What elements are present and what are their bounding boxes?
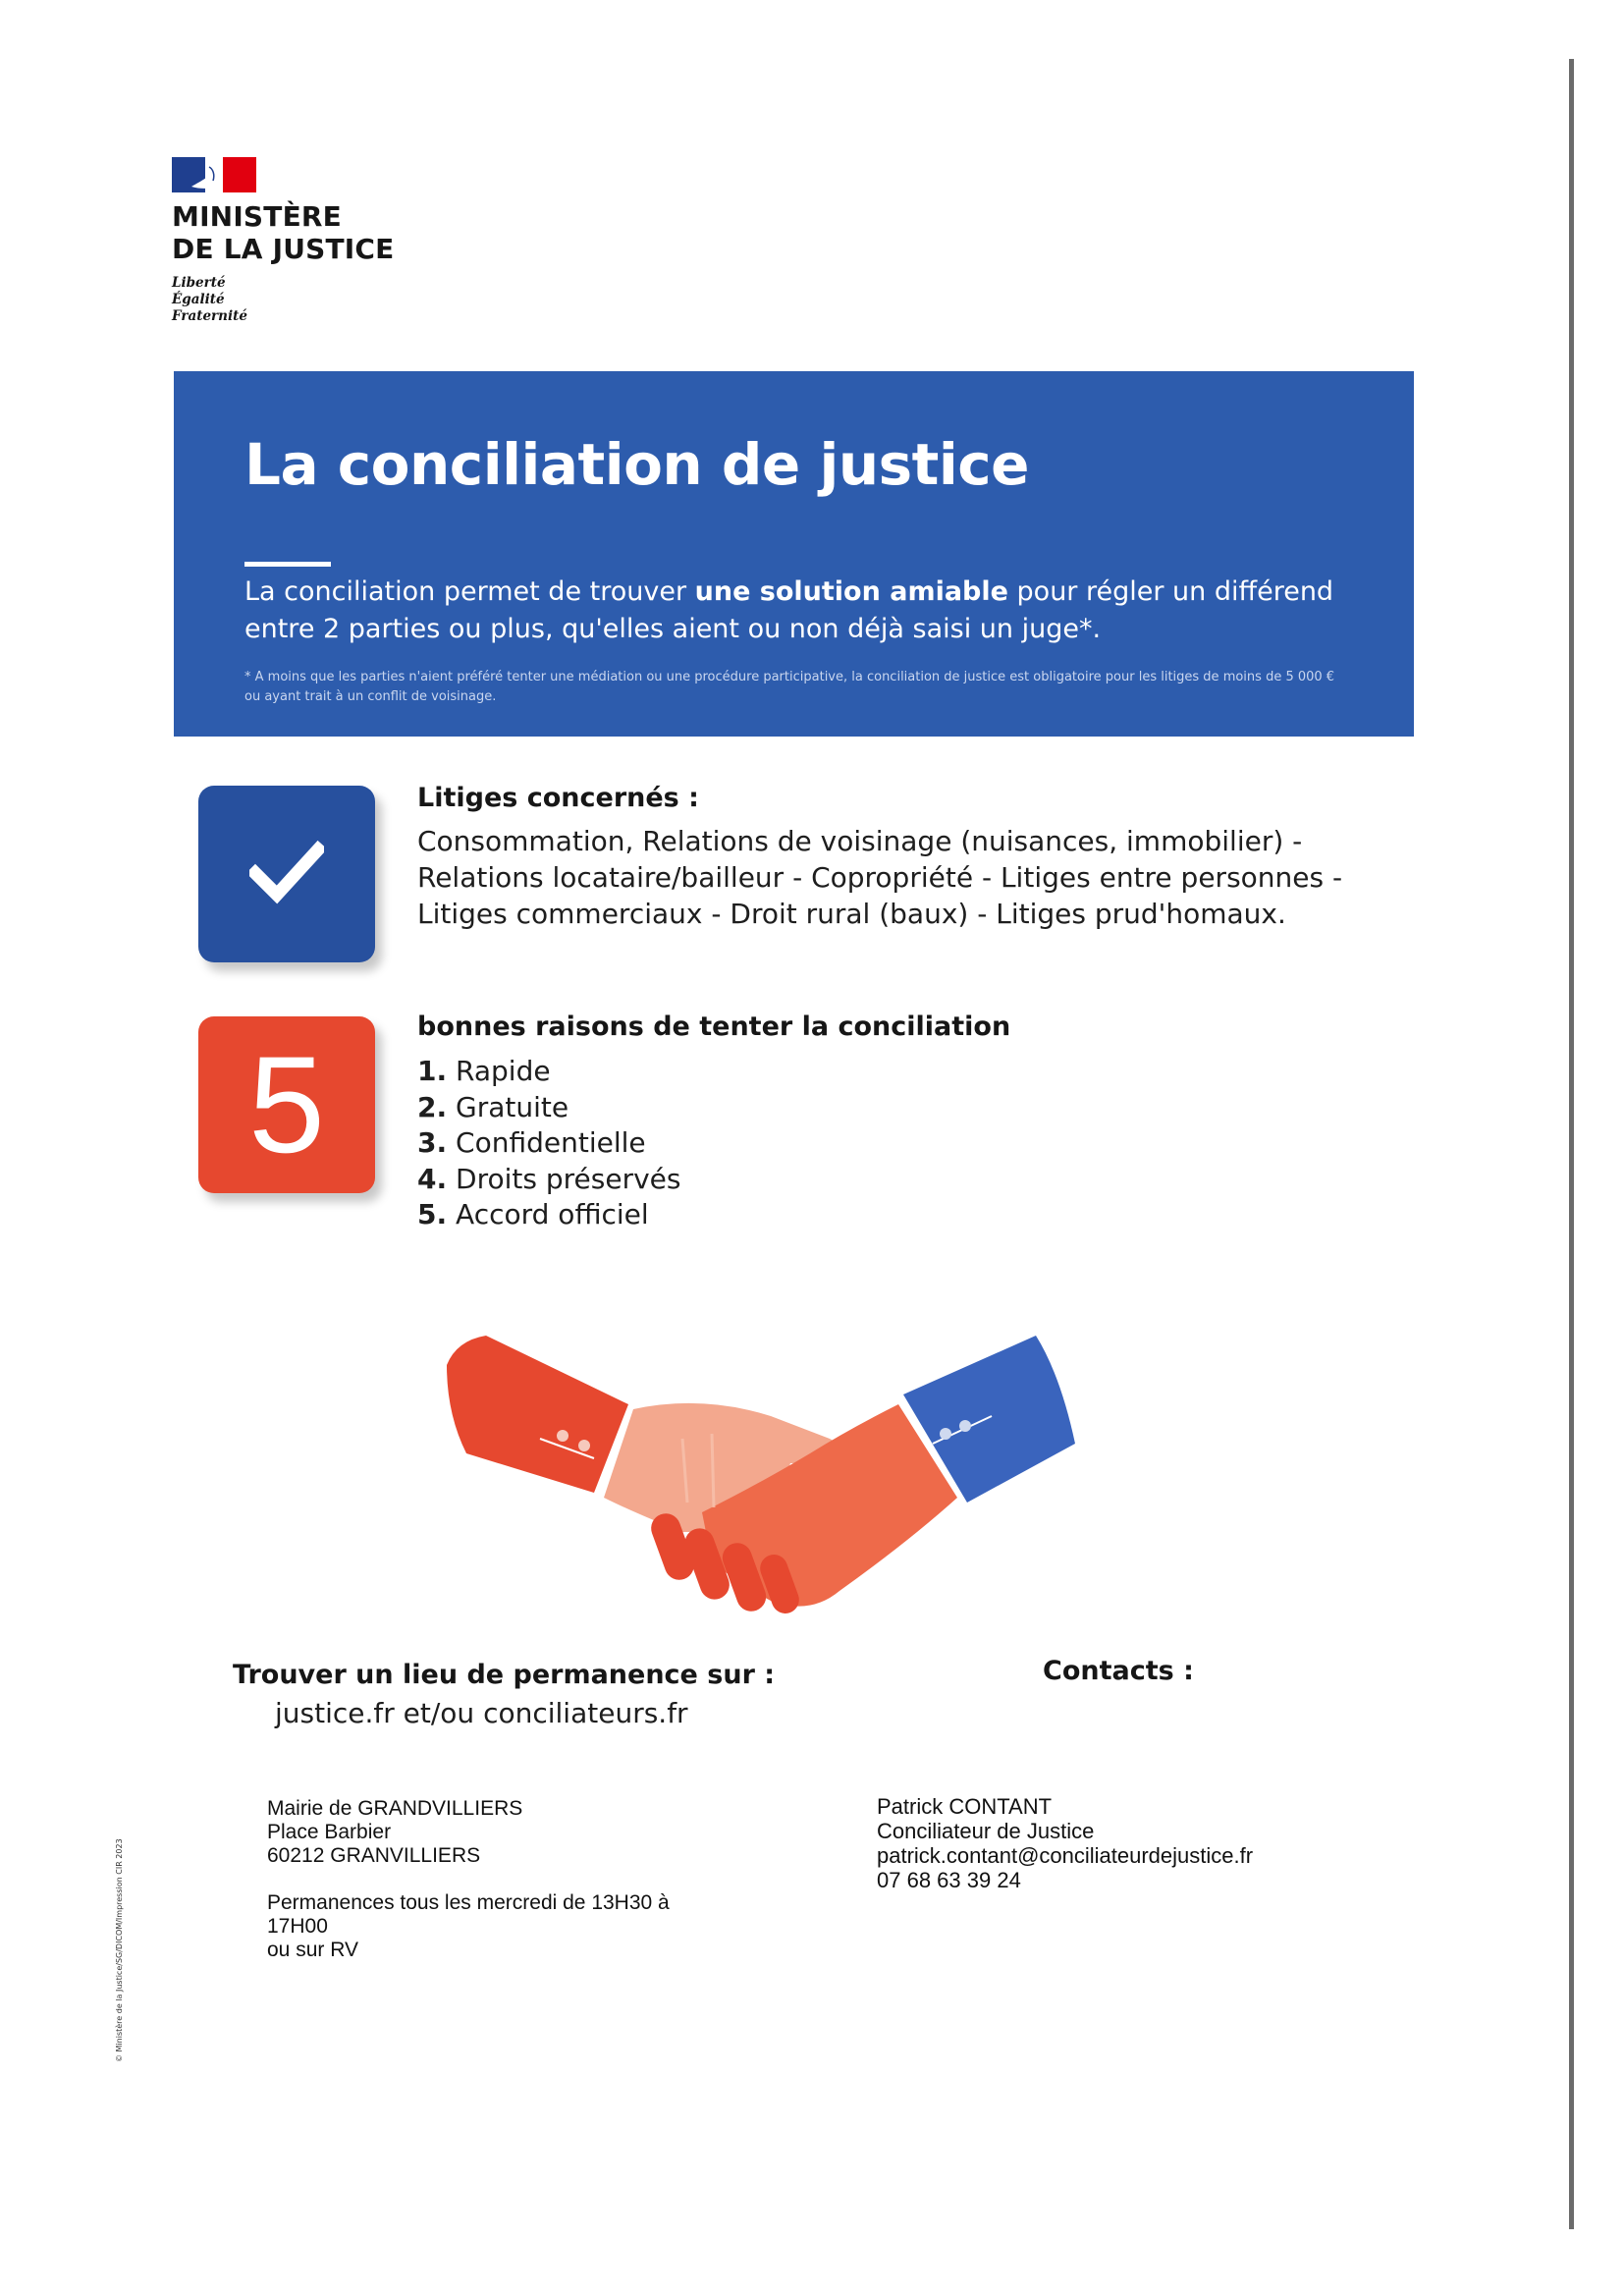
contact-role: Conciliateur de Justice <box>877 1819 1095 1843</box>
item-number: 2. <box>417 1090 448 1123</box>
contact-email: patrick.contant@conciliateurdejustice.fr <box>877 1843 1254 1868</box>
intro-text-start: La conciliation permet de trouver <box>244 576 695 607</box>
scan-edge <box>1569 59 1574 2229</box>
list-item <box>417 1054 680 1090</box>
litiges-text: Consommation, Relations de voisinage (nuisances, immobilier) - Relations locataire/bailleur - Copropriété - Litiges entre personnes - Litiges commerciaux - Droit rural (baux) - Litiges prud'homaux. <box>417 825 1343 930</box>
check-badge <box>198 786 375 962</box>
list-item <box>417 1090 680 1126</box>
contacts-title: Contacts : <box>1043 1656 1194 1686</box>
item-label: Rapide <box>456 1055 551 1087</box>
marianne-flag-icon <box>172 157 256 192</box>
item-number: 1. <box>417 1055 448 1087</box>
contact-name: Patrick CONTANT <box>877 1794 1053 1819</box>
contact-block <box>877 1794 1427 1892</box>
ministry-name-line1: MINISTÈRE <box>172 200 343 233</box>
list-item <box>417 1197 680 1233</box>
item-label: Droits préservés <box>456 1162 681 1195</box>
address-block <box>267 1797 729 1962</box>
motto-fraternite: Fraternité <box>172 308 247 324</box>
five-badge: 5 <box>198 1016 375 1193</box>
intro-text-bold: une solution amiable <box>694 576 1008 607</box>
ministry-name-line2: DE LA JUSTICE <box>172 233 395 265</box>
permanence-hours: Permanences tous les mercredi de 13H30 à 17H00 <box>267 1891 670 1938</box>
find-location-title: Trouver un lieu de permanence sur : <box>233 1660 776 1690</box>
red-sleeve <box>447 1336 628 1493</box>
item-number: 5. <box>417 1198 448 1230</box>
motto-liberte: Liberté <box>172 275 226 291</box>
handshake-illustration <box>447 1336 1075 1640</box>
item-number: 3. <box>417 1126 448 1159</box>
appointment-note: ou sur RV <box>267 1939 358 1961</box>
motto-egalite: Égalité <box>172 292 225 307</box>
address-line: 60212 GRANVILLIERS <box>267 1844 481 1867</box>
list-item <box>417 1125 680 1162</box>
address-line: Place Barbier <box>267 1821 392 1843</box>
raisons-title: bonnes raisons de tenter la conciliation <box>417 1011 1011 1042</box>
banner-footnote: * A moins que les parties n'aient préféré tenter une médiation ou une procédure participative, la conciliation de justice est obligatoire pour les litiges de moins de 5 000 € ou ayant trait à un conflit de voisinage. <box>244 670 1335 704</box>
title-banner <box>174 371 1414 737</box>
ministry-logo <box>172 157 427 325</box>
item-label: Accord officiel <box>456 1198 649 1230</box>
item-label: Confidentielle <box>456 1126 646 1159</box>
list-item <box>417 1162 680 1198</box>
find-location-urls: justice.fr et/ou conciliateurs.fr <box>275 1697 688 1729</box>
page-title: La conciliation de justice <box>244 431 1029 498</box>
address-line: Mairie de GRANDVILLIERS <box>267 1797 523 1820</box>
intro-text-end: pour régler un différend entre 2 parties ou plus, qu'elles aient ou non déjà saisi un juge*. <box>244 576 1334 644</box>
banner-intro <box>244 574 1374 648</box>
copyright-note: © Ministère de la Justice/SG/DICOM/Impression CIR 2023 <box>115 1838 124 2062</box>
check-icon <box>249 840 324 904</box>
contact-phone: 07 68 63 39 24 <box>877 1868 1021 1892</box>
item-number: 4. <box>417 1162 448 1195</box>
raisons-list <box>417 1054 680 1233</box>
item-label: Gratuite <box>456 1090 569 1123</box>
title-underline <box>244 562 331 567</box>
litiges-title: Litiges concernés : <box>417 783 699 813</box>
